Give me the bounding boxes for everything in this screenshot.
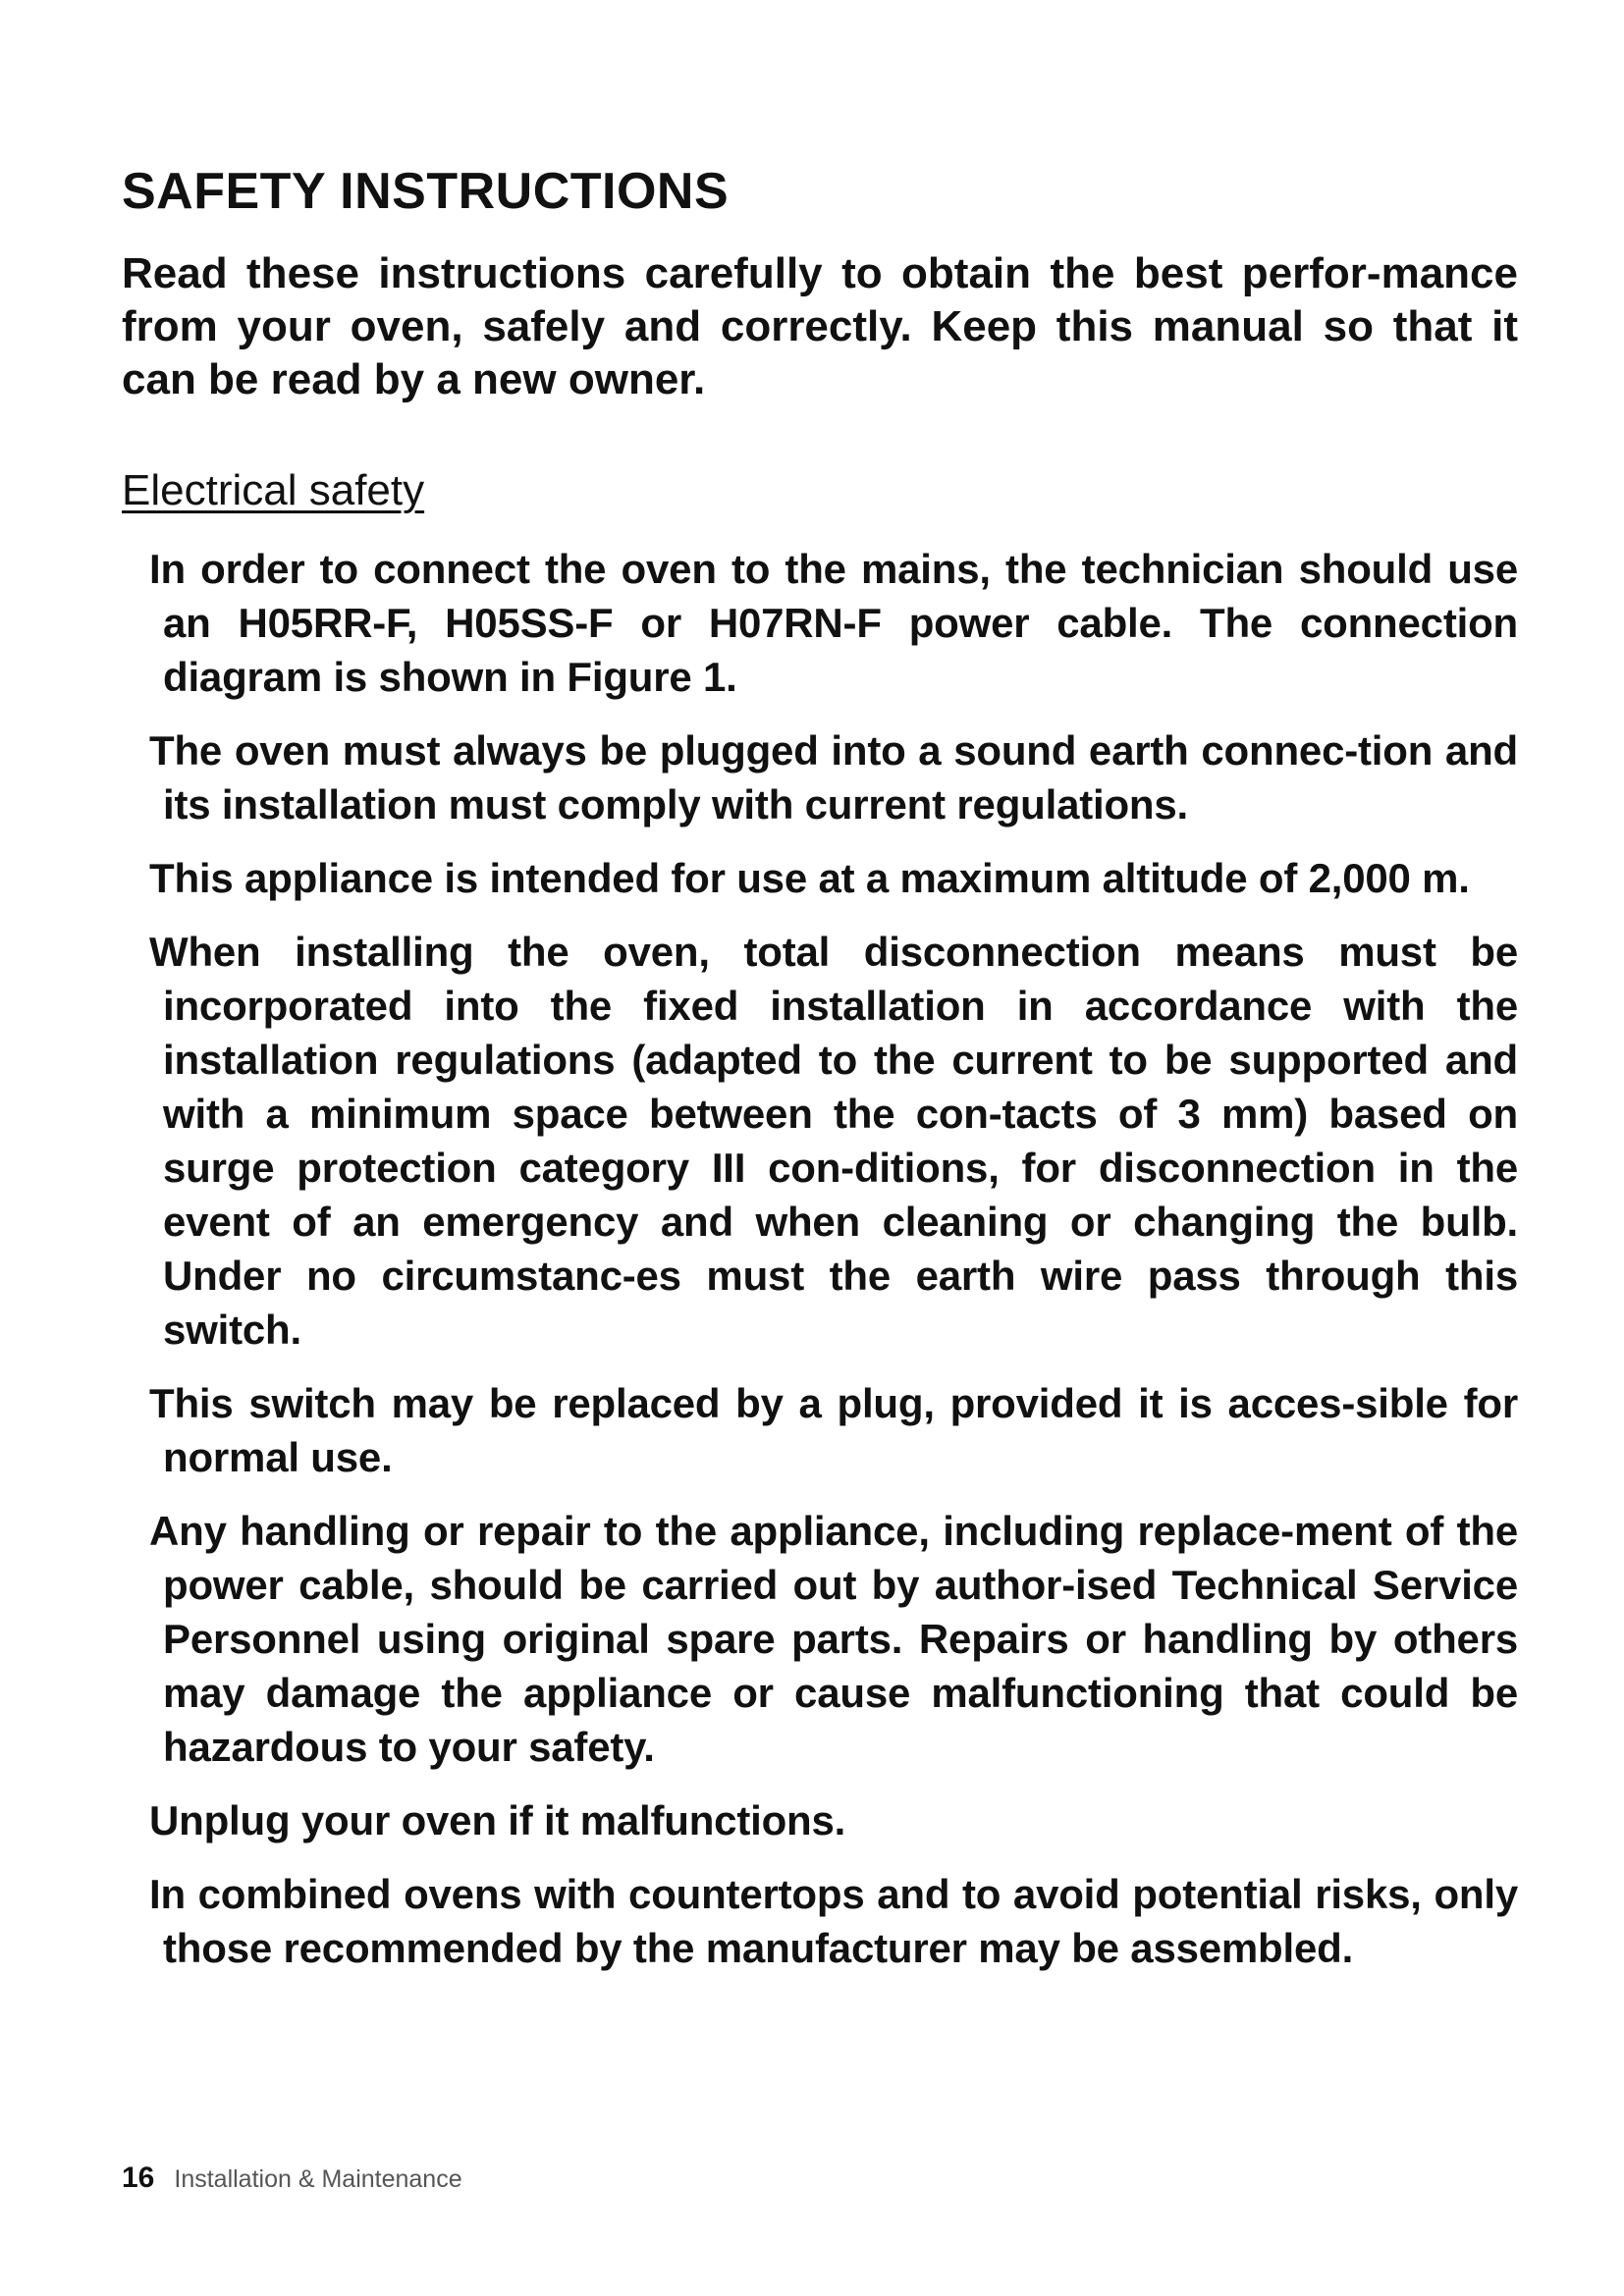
page-title: SAFETY INSTRUCTIONS [122,163,730,220]
electrical-safety-list [149,542,1518,1995]
safety-item-earth-connection: The oven must always be plugged into a sound earth connec-tion and its installation must comply with current regulations. [149,727,1518,828]
safety-item-cable: In order to connect the oven to the mains, the technician should use an H05RR-F, H05SS-F or H07RN-F power cable. The connection diagram is shown in Figure 1. [149,546,1518,700]
safety-item-repair: Any handling or repair to the appliance, including replace-ment of the power cable, should be carried out by author-ised Technical Service Personnel using original spare parts. Repairs or handling by others may damage the appliance or cause malfunctioning that could be hazardous to your safety. [149,1508,1518,1770]
footer-section-label: Installation & Maintenance [174,2165,462,2193]
safety-item-plug: This switch may be replaced by a plug, provided it is acces-sible for normal use. [149,1380,1518,1480]
intro-paragraph: Read these instructions carefully to obtain the best perfor-mance from your oven, safely and correctly. Keep this manual so that it can be read by a new owner. [122,249,1518,403]
page-number: 16 [122,2162,155,2194]
safety-item-altitude: This appliance is intended for use at a maximum altitude of 2,000 m. [149,855,1470,901]
page-footer [122,2162,462,2195]
section-heading-electrical-safety: Electrical safety [122,466,425,514]
safety-item-disconnection: When installing the oven, total disconnection means must be incorporated into the fixed installation in accordance with the installation regulations (adapted to the current to be supported and with a minimum space between the con-tacts of 3 mm) based on surge protection category III con-ditions, for disconnection in the event of an emergency and when cleaning or changing the bulb. Under no circumstanc-es must the earth wire pass through this switch. [149,929,1518,1353]
safety-item-unplug: Unplug your oven if it malfunctions. [149,1797,846,1843]
safety-item-combined-ovens: In combined ovens with countertops and to avoid potential risks, only those recommended by the manufacturer may be assembled. [149,1871,1518,1971]
